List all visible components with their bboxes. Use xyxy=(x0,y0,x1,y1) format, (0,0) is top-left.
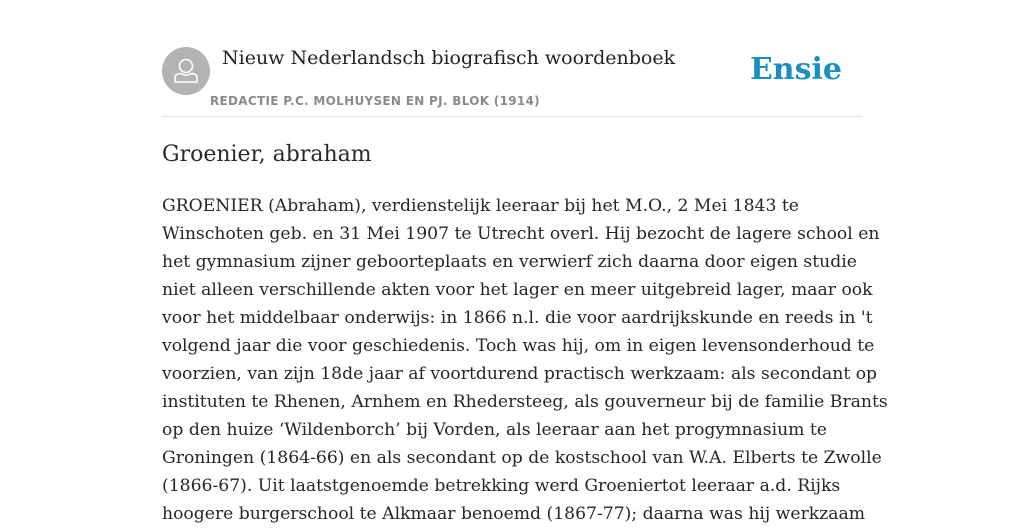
body-line: op den huize ‘Wildenborch’ bij Vorden, als leeraar aan het progymnasium te xyxy=(162,420,827,440)
body-line: hoogere burgerschool te Alkmaar benoemd (1867-77); daarna was hij werkzaam xyxy=(162,504,866,524)
body-line: voor het middelbaar onderwijs: in 1866 n.l. die voor aardrijkskunde en reeds in 't xyxy=(162,308,873,328)
source-editors: REDACTIE P.C. MOLHUYSEN EN PJ. BLOK (1914) xyxy=(210,94,540,108)
body-line: Winschoten geb. en 31 Mei 1907 te Utrecht overl. Hij bezocht de lagere school en xyxy=(162,224,880,244)
body-line: (1866-67). Uit laatstgenoemde betrekking werd Groeniertot leeraar a.d. Rijks xyxy=(162,476,841,496)
body-line: instituten te Rhenen, Arnhem en Rhedersteeg, als gouverneur bij de familie Brants xyxy=(162,392,888,412)
entry-body xyxy=(162,192,888,528)
body-line: volgend jaar die voor geschiedenis. Toch was hij, om in eigen levensonderhoud te xyxy=(162,336,875,356)
entry-title: Groenier, abraham xyxy=(162,142,372,167)
body-line: Groningen (1864-66) en als secondant op de kostschool van W.A. Elberts te Zwolle xyxy=(162,448,882,468)
source-header xyxy=(162,46,862,117)
body-line: voorzien, van zijn 18de jaar af voortdurend practisch werkzaam: als secondant op xyxy=(162,364,878,384)
ensie-logo[interactable]: Ensie xyxy=(749,52,842,87)
source-title[interactable]: Nieuw Nederlandsch biografisch woordenboek xyxy=(222,47,676,69)
user-icon xyxy=(162,47,210,95)
body-line: niet alleen verschillende akten voor het lager en meer uitgebreid lager, maar ook xyxy=(162,280,873,300)
body-line: GROENIER (Abraham), verdienstelijk leeraar bij het M.O., 2 Mei 1843 te xyxy=(162,196,799,216)
body-line: het gymnasium zijner geboorteplaats en verwierf zich daarna door eigen studie xyxy=(162,252,857,272)
source-avatar[interactable] xyxy=(162,47,210,95)
